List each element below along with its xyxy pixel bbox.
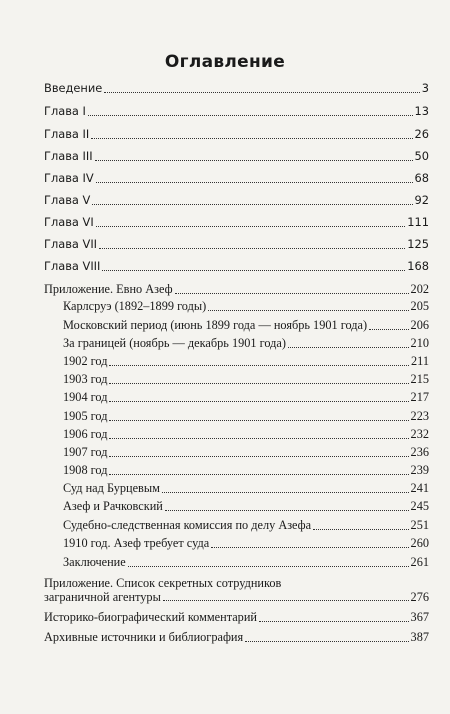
- toc-leader-dots: [109, 456, 408, 457]
- toc-subentry[interactable]: [63, 463, 429, 478]
- toc-entry-page: 367: [410, 610, 429, 624]
- toc-entry-title: Историко-биографический комментарий: [44, 610, 257, 624]
- toc-entry-line2: [44, 590, 429, 604]
- toc-subentry[interactable]: [63, 354, 429, 369]
- toc-subentry[interactable]: [63, 427, 429, 442]
- toc-entry-page: 50: [414, 149, 429, 163]
- toc-entry-title: Приложение. Евно Азеф: [44, 282, 173, 296]
- toc-leader-dots: [208, 310, 408, 311]
- toc-leader-dots: [313, 529, 408, 530]
- toc-entry[interactable]: [44, 127, 429, 142]
- toc-entry-page: 205: [410, 299, 429, 313]
- toc-entry-page: 210: [410, 336, 429, 350]
- toc-subentry[interactable]: [63, 409, 429, 424]
- toc-entry[interactable]: [44, 149, 429, 164]
- toc-entry-title: Глава VI: [44, 215, 94, 229]
- toc-leader-dots: [245, 641, 408, 642]
- toc-entry-page: 3: [421, 81, 429, 95]
- toc-entry-page: 125: [407, 237, 429, 251]
- toc-leader-dots: [288, 347, 409, 348]
- toc-entry-page: 202: [410, 282, 429, 296]
- toc-entry-title: Глава I: [44, 104, 86, 118]
- toc-leader-dots: [128, 566, 409, 567]
- toc-entry-page: 239: [410, 463, 429, 477]
- toc-entry[interactable]: [44, 104, 429, 119]
- toc-entry[interactable]: [44, 215, 429, 230]
- toc-leader-dots: [109, 401, 408, 402]
- toc-entry-title: За границей (ноябрь — декабрь 1901 года): [63, 336, 286, 350]
- toc-leader-dots: [104, 92, 419, 93]
- toc-entry[interactable]: [44, 282, 429, 297]
- toc-entry[interactable]: [44, 193, 429, 208]
- toc-entry[interactable]: [44, 630, 429, 645]
- toc-entry-page: 68: [414, 171, 429, 185]
- toc-entry-page: 245: [410, 499, 429, 513]
- toc-entry-page: 260: [410, 536, 429, 550]
- toc-leader-dots: [109, 365, 409, 366]
- toc-entry-page: 92: [414, 193, 429, 207]
- toc-leader-dots: [99, 248, 405, 249]
- toc-leader-dots: [109, 474, 408, 475]
- toc-leader-dots: [162, 492, 409, 493]
- toc-entry-title: 1904 год: [63, 390, 108, 404]
- toc-leader-dots: [109, 383, 408, 384]
- toc-leader-dots: [96, 182, 413, 183]
- toc-leader-dots: [96, 226, 406, 227]
- toc-entry[interactable]: [44, 171, 429, 186]
- toc-leader-dots: [259, 621, 409, 622]
- toc-leader-dots: [95, 160, 413, 161]
- toc-entry-page: 211: [411, 354, 429, 368]
- toc-entry-title-line2: заграничной агентуры: [44, 590, 161, 604]
- toc-entry-page: 168: [407, 259, 429, 273]
- toc-entry-title: 1903 год: [63, 372, 108, 386]
- toc-subentry[interactable]: [63, 336, 429, 351]
- toc-subentry[interactable]: [63, 318, 429, 333]
- toc-subentry[interactable]: [63, 445, 429, 460]
- toc-leader-dots: [175, 293, 409, 294]
- toc-entry-page: 261: [410, 555, 429, 569]
- toc-entry-page: 232: [410, 427, 429, 441]
- toc-entry-title: Глава VII: [44, 237, 98, 251]
- toc-entry-page: 251: [410, 518, 429, 532]
- toc-leader-dots: [211, 547, 408, 548]
- toc-entry-title: 1906 год: [63, 427, 108, 441]
- toc-entry-page: 26: [414, 127, 429, 141]
- toc-entry-title: Глава V: [44, 193, 91, 207]
- page-title: Оглавление: [164, 52, 286, 72]
- toc-entry[interactable]: [44, 81, 429, 96]
- toc-entry-title: Глава II: [44, 127, 90, 141]
- toc-subentry[interactable]: [63, 518, 429, 533]
- toc-entry-page: 206: [410, 318, 429, 332]
- toc-subentry[interactable]: [63, 390, 429, 405]
- toc-entry-title: Глава VIII: [44, 259, 101, 273]
- toc-leader-dots: [91, 138, 412, 139]
- toc-entry-page: 13: [414, 104, 429, 118]
- toc-entry[interactable]: [44, 259, 429, 274]
- toc-entry-title: Глава IV: [44, 171, 94, 185]
- toc-entry[interactable]: [44, 237, 429, 252]
- toc-leader-dots: [109, 420, 408, 421]
- toc-entry-title: 1908 год: [63, 463, 108, 477]
- toc-entry-title: Заключение: [63, 555, 126, 569]
- toc-entry-page: 387: [410, 630, 429, 644]
- toc-entry-title: Азеф и Рачковский: [63, 499, 163, 513]
- toc-entry-title: Московский период (июнь 1899 года — ноябрь 1901 года): [63, 318, 368, 332]
- toc-leader-dots: [109, 438, 408, 439]
- toc-entry-title-line1: Приложение. Список секретных сотрудников: [44, 576, 282, 590]
- toc-leader-dots: [88, 115, 413, 116]
- toc-entry[interactable]: [44, 576, 429, 604]
- toc-entry-title: Глава III: [44, 149, 93, 163]
- toc-subentry[interactable]: [63, 481, 429, 496]
- toc-entry-title: 1902 год: [63, 354, 108, 368]
- toc-subentry[interactable]: [63, 555, 429, 570]
- toc-entry-page: 215: [410, 372, 429, 386]
- toc-subentry[interactable]: [63, 299, 429, 314]
- toc-entry-page: 276: [410, 590, 429, 604]
- toc-entry-page: 236: [410, 445, 429, 459]
- toc-entry-title: Карлсруэ (1892–1899 годы): [63, 299, 207, 313]
- toc-entry-title: Суд над Бурцевым: [63, 481, 160, 495]
- toc-subentry[interactable]: [63, 536, 429, 551]
- toc-subentry[interactable]: [63, 499, 429, 514]
- toc-entry-page: 217: [410, 390, 429, 404]
- toc-leader-dots: [102, 270, 405, 271]
- toc-entry-page: 241: [410, 481, 429, 495]
- toc-subentry[interactable]: [63, 372, 429, 387]
- toc-entry[interactable]: [44, 610, 429, 625]
- toc-entry-title: 1907 год: [63, 445, 108, 459]
- toc-leader-dots: [92, 204, 412, 205]
- toc-entry-page: 111: [407, 215, 429, 229]
- toc-entry-title: 1905 год: [63, 409, 108, 423]
- toc-entry-title: 1910 год. Азеф требует суда: [63, 536, 210, 550]
- toc-entry-title: Судебно-следственная комиссия по делу Азефа: [63, 518, 312, 532]
- toc-leader-dots: [369, 329, 408, 330]
- toc-leader-dots: [165, 510, 409, 511]
- toc-entry-title: Архивные источники и библиография: [44, 630, 244, 644]
- toc-entry-page: 223: [410, 409, 429, 423]
- toc-leader-dots: [163, 600, 409, 601]
- toc-entry-title: Введение: [44, 81, 103, 95]
